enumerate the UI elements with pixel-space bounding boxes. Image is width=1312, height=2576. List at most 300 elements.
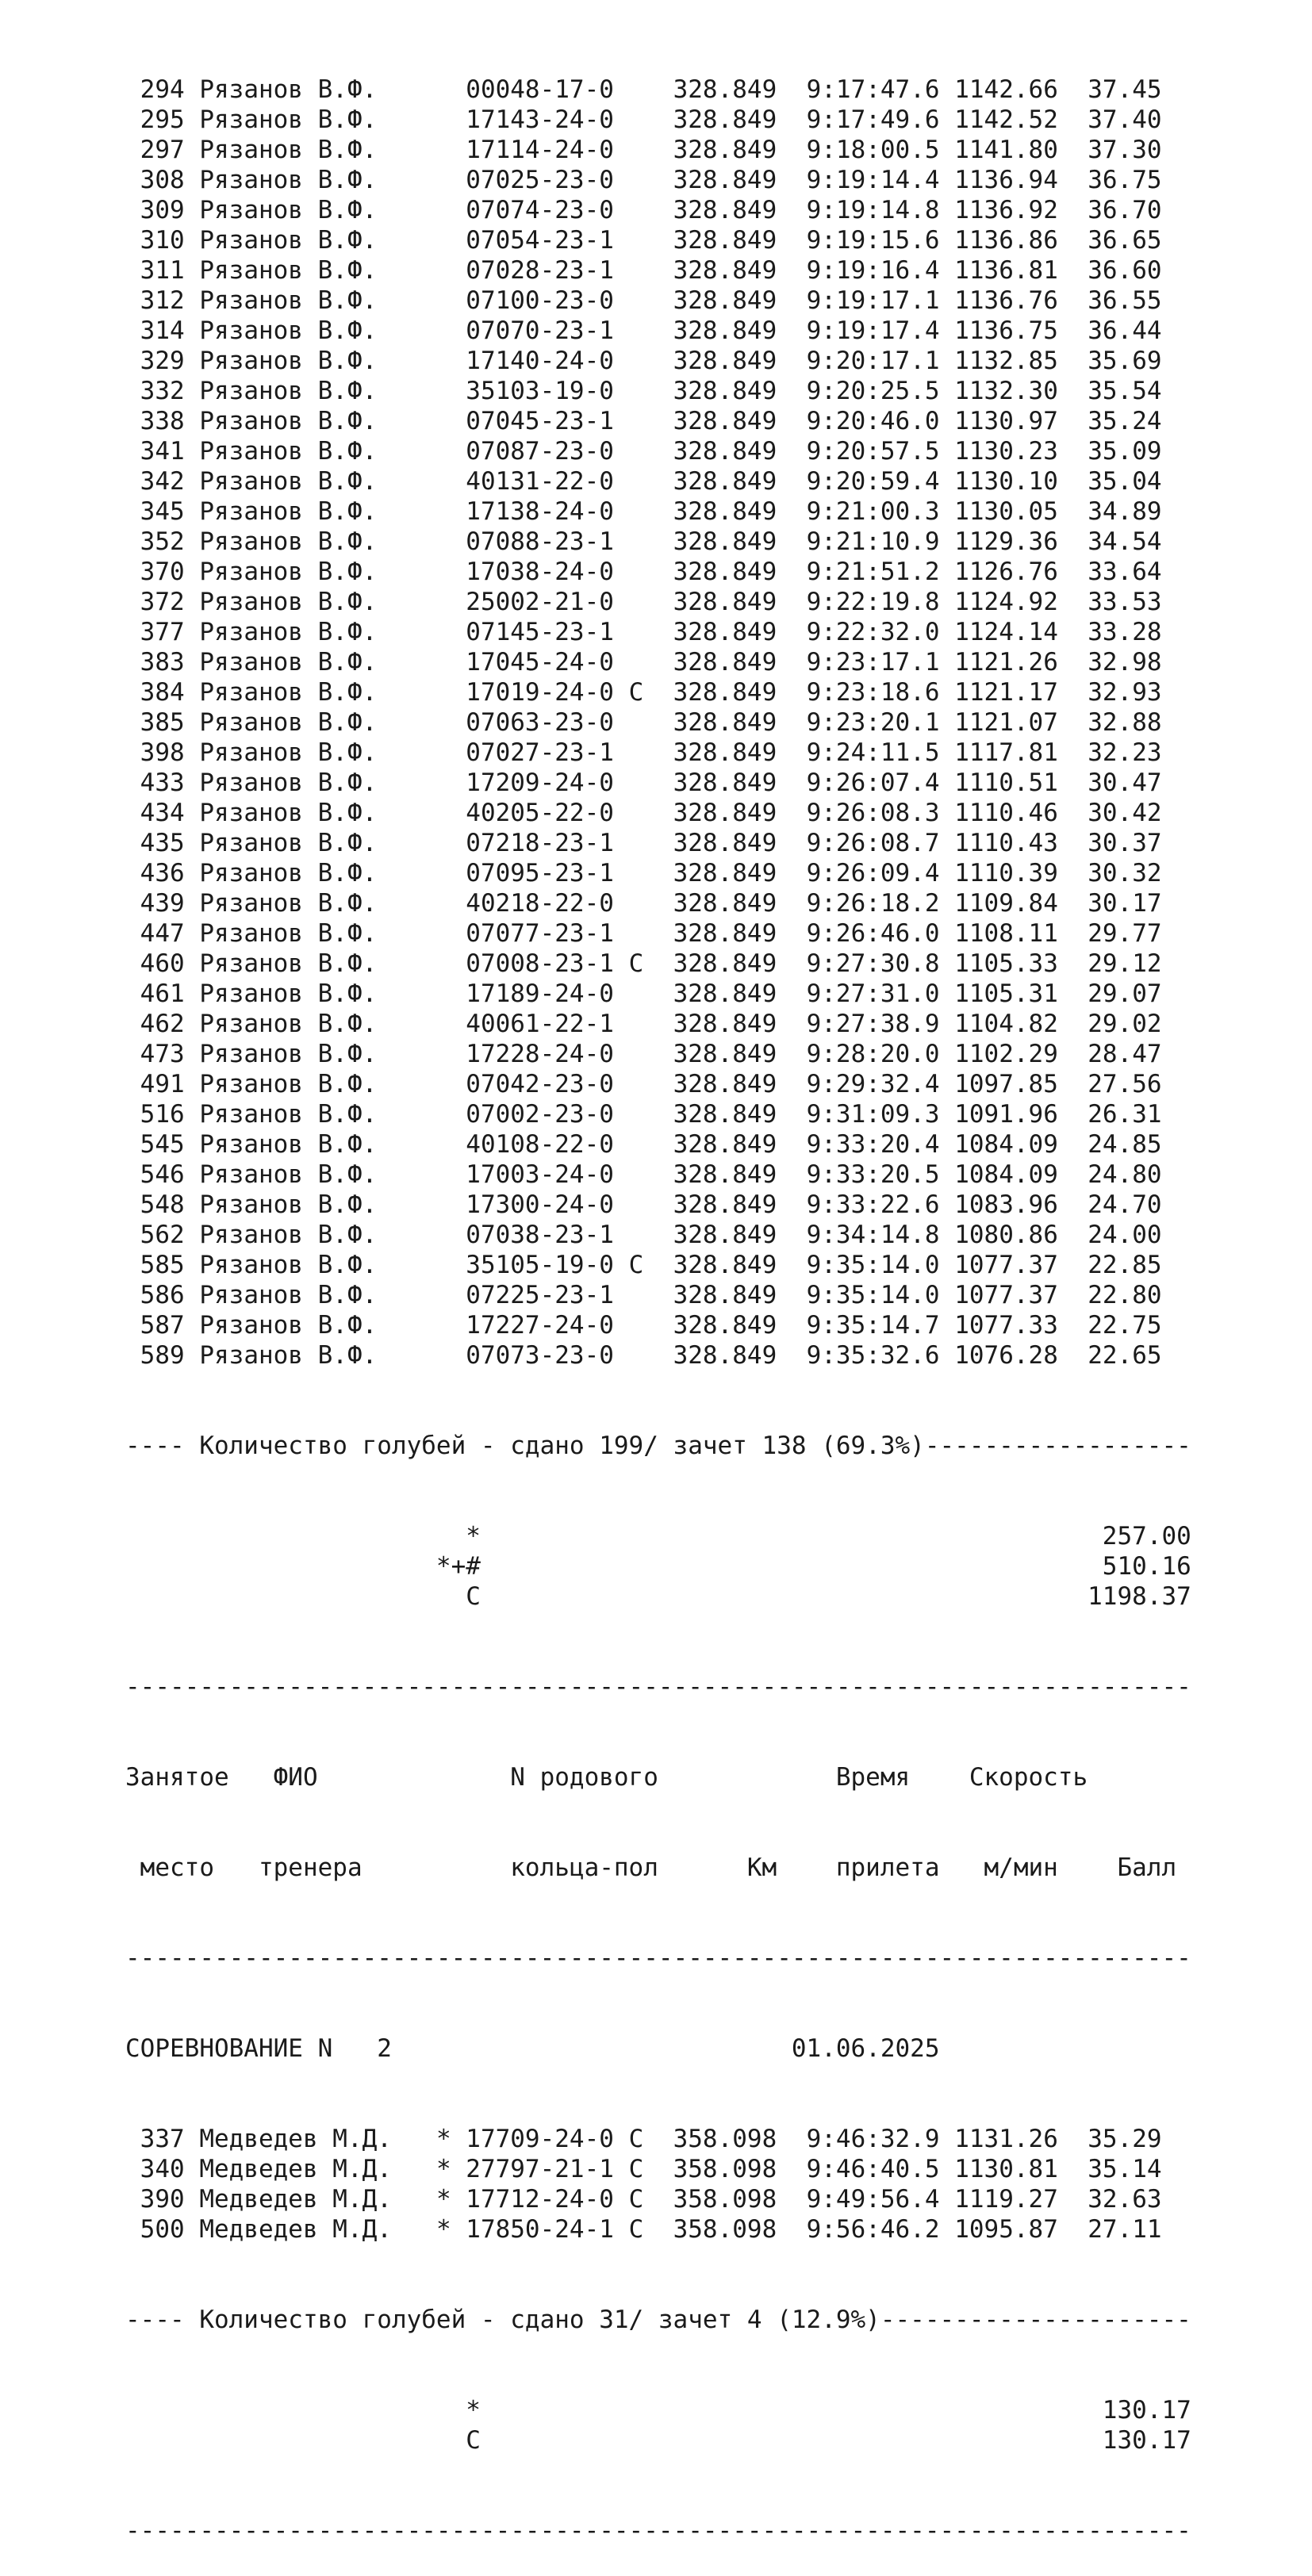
flag bbox=[629, 889, 644, 918]
points: 24.85 bbox=[1088, 1130, 1162, 1159]
arrival-time: 9:17:49.6 bbox=[806, 105, 940, 134]
ring-number: 17019-24-0 bbox=[466, 678, 614, 707]
total-value: 257.00 bbox=[480, 1522, 1191, 1551]
mark bbox=[436, 949, 466, 978]
place: 295 bbox=[125, 105, 185, 134]
speed: 1077.33 bbox=[954, 1311, 1058, 1340]
place: 562 bbox=[125, 1221, 185, 1249]
total-marker: C bbox=[125, 1582, 481, 1611]
points: 33.53 bbox=[1088, 588, 1162, 616]
result-row bbox=[125, 798, 1191, 828]
ring-number: 07025-23-0 bbox=[466, 166, 614, 194]
trainer-name: Рязанов В.Ф. bbox=[199, 1341, 436, 1370]
distance-km: 328.849 bbox=[673, 316, 777, 345]
flag: C bbox=[628, 678, 644, 707]
distance-km: 328.849 bbox=[673, 226, 777, 255]
ring-number: 00048-17-0 bbox=[466, 75, 614, 104]
total-value: 510.16 bbox=[480, 1552, 1191, 1581]
result-row bbox=[125, 617, 1191, 647]
arrival-time: 9:22:32.0 bbox=[806, 618, 940, 646]
mark bbox=[436, 437, 466, 466]
totals-block-2 bbox=[125, 2395, 1191, 2455]
arrival-time: 9:27:30.8 bbox=[806, 949, 940, 978]
distance-km: 328.849 bbox=[673, 166, 777, 194]
trainer-name: Рязанов В.Ф. bbox=[199, 256, 436, 285]
points: 33.64 bbox=[1088, 558, 1162, 586]
speed: 1130.23 bbox=[954, 437, 1058, 466]
flag bbox=[629, 136, 644, 164]
mark bbox=[436, 136, 466, 164]
arrival-time: 9:56:46.2 bbox=[806, 2215, 940, 2244]
flag bbox=[629, 377, 644, 405]
place: 433 bbox=[125, 769, 185, 797]
ring-number: 07100-23-0 bbox=[466, 286, 614, 315]
mark bbox=[436, 196, 466, 224]
arrival-time: 9:26:09.4 bbox=[806, 859, 940, 887]
arrival-time: 9:35:32.6 bbox=[806, 1341, 940, 1370]
arrival-time: 9:33:22.6 bbox=[806, 1190, 940, 1219]
arrival-time: 9:20:25.5 bbox=[806, 377, 940, 405]
mark bbox=[436, 1160, 466, 1189]
ring-number: 17850-24-1 bbox=[466, 2215, 614, 2244]
trainer-name: Рязанов В.Ф. bbox=[199, 437, 436, 466]
arrival-time: 9:46:32.9 bbox=[806, 2125, 940, 2153]
separator-rule: ------------------------------------------------------------------------ bbox=[125, 1944, 1191, 1972]
flag bbox=[629, 859, 644, 887]
speed: 1142.52 bbox=[954, 105, 1058, 134]
result-row bbox=[125, 286, 1191, 316]
result-row bbox=[125, 346, 1191, 376]
result-row bbox=[125, 1340, 1191, 1370]
speed: 1130.05 bbox=[954, 497, 1058, 526]
points: 34.54 bbox=[1088, 527, 1162, 556]
place: 436 bbox=[125, 859, 185, 887]
arrival-time: 9:35:14.7 bbox=[806, 1311, 940, 1340]
points: 35.04 bbox=[1088, 467, 1162, 496]
speed: 1130.97 bbox=[954, 407, 1058, 435]
mark: * bbox=[435, 2125, 466, 2153]
flag bbox=[629, 738, 644, 767]
mark bbox=[436, 75, 466, 104]
result-row bbox=[125, 2154, 1191, 2184]
ring-number: 07042-23-0 bbox=[466, 1070, 614, 1098]
speed: 1142.66 bbox=[954, 75, 1058, 104]
arrival-time: 9:19:14.4 bbox=[806, 166, 940, 194]
mark bbox=[436, 889, 466, 918]
ring-number: 40131-22-0 bbox=[466, 467, 614, 496]
trainer-name: Рязанов В.Ф. bbox=[199, 889, 436, 918]
ring-number: 17114-24-0 bbox=[466, 136, 614, 164]
trainer-name: Рязанов В.Ф. bbox=[199, 136, 436, 164]
competition-line bbox=[125, 2034, 1191, 2064]
points: 35.14 bbox=[1088, 2155, 1162, 2183]
points: 36.65 bbox=[1088, 226, 1162, 255]
distance-km: 328.849 bbox=[673, 829, 777, 857]
total-row bbox=[125, 1521, 1191, 1551]
mark bbox=[436, 467, 466, 496]
trainer-name: Рязанов В.Ф. bbox=[199, 678, 436, 707]
distance-km: 328.849 bbox=[673, 196, 777, 224]
place: 460 bbox=[125, 949, 185, 978]
ring-number: 07145-23-1 bbox=[466, 618, 614, 646]
flag: C bbox=[628, 949, 644, 978]
points: 37.30 bbox=[1088, 136, 1162, 164]
flag bbox=[629, 1130, 644, 1159]
ring-number: 07070-23-1 bbox=[466, 316, 614, 345]
points: 34.89 bbox=[1088, 497, 1162, 526]
flag bbox=[629, 497, 644, 526]
result-row bbox=[125, 376, 1191, 406]
points: 29.77 bbox=[1088, 919, 1162, 948]
points: 35.69 bbox=[1088, 347, 1162, 375]
distance-km: 328.849 bbox=[673, 738, 777, 767]
speed: 1136.76 bbox=[954, 286, 1058, 315]
ring-number: 07054-23-1 bbox=[466, 226, 614, 255]
distance-km: 328.849 bbox=[673, 889, 777, 918]
flag bbox=[629, 1311, 644, 1340]
trainer-name: Рязанов В.Ф. bbox=[199, 166, 436, 194]
total-row bbox=[125, 1581, 1191, 1612]
trainer-name: Рязанов В.Ф. bbox=[199, 1281, 436, 1309]
ring-number: 17300-24-0 bbox=[466, 1190, 614, 1219]
distance-km: 328.849 bbox=[673, 75, 777, 104]
flag bbox=[629, 196, 644, 224]
mark bbox=[436, 1130, 466, 1159]
points: 29.12 bbox=[1088, 949, 1162, 978]
speed: 1119.27 bbox=[954, 2185, 1058, 2214]
place: 447 bbox=[125, 919, 185, 948]
flag bbox=[629, 648, 644, 677]
result-row bbox=[125, 1129, 1191, 1160]
results-table-block-2 bbox=[125, 2124, 1191, 2244]
trainer-name: Рязанов В.Ф. bbox=[199, 497, 436, 526]
trainer-name: Рязанов В.Ф. bbox=[199, 467, 436, 496]
speed: 1126.76 bbox=[954, 558, 1058, 586]
points: 35.24 bbox=[1088, 407, 1162, 435]
arrival-time: 9:17:47.6 bbox=[806, 75, 940, 104]
distance-km: 328.849 bbox=[673, 256, 777, 285]
trainer-name: Медведев М.Д. bbox=[199, 2185, 436, 2214]
result-row bbox=[125, 75, 1191, 105]
ring-number: 07073-23-0 bbox=[466, 1341, 614, 1370]
points: 36.55 bbox=[1088, 286, 1162, 315]
arrival-time: 9:26:08.7 bbox=[806, 829, 940, 857]
ring-number: 17228-24-0 bbox=[466, 1040, 614, 1068]
mark bbox=[436, 1311, 466, 1340]
total-marker: * bbox=[125, 2396, 481, 2425]
total-value: 130.17 bbox=[480, 2396, 1191, 2425]
speed: 1091.96 bbox=[954, 1100, 1058, 1129]
speed: 1121.26 bbox=[954, 648, 1058, 677]
results-table-block-1 bbox=[125, 75, 1191, 1370]
arrival-time: 9:20:59.4 bbox=[806, 467, 940, 496]
place: 398 bbox=[125, 738, 185, 767]
arrival-time: 9:21:00.3 bbox=[806, 497, 940, 526]
distance-km: 328.849 bbox=[673, 1341, 777, 1370]
mark bbox=[436, 407, 466, 435]
trainer-name: Рязанов В.Ф. bbox=[199, 1070, 436, 1098]
arrival-time: 9:35:14.0 bbox=[806, 1281, 940, 1309]
speed: 1109.84 bbox=[954, 889, 1058, 918]
ring-number: 07045-23-1 bbox=[466, 407, 614, 435]
distance-km: 328.849 bbox=[673, 467, 777, 496]
trainer-name: Рязанов В.Ф. bbox=[199, 588, 436, 616]
distance-km: 328.849 bbox=[673, 1190, 777, 1219]
speed: 1124.14 bbox=[954, 618, 1058, 646]
ring-number: 25002-21-0 bbox=[466, 588, 614, 616]
trainer-name: Рязанов В.Ф. bbox=[199, 407, 436, 435]
result-row bbox=[125, 105, 1191, 135]
points: 24.00 bbox=[1088, 1221, 1162, 1249]
ring-number: 07225-23-1 bbox=[466, 1281, 614, 1309]
distance-km: 328.849 bbox=[673, 136, 777, 164]
separator-rule: ------------------------------------------------------------------------ bbox=[125, 1673, 1191, 1701]
speed: 1080.86 bbox=[954, 1221, 1058, 1249]
mark bbox=[436, 708, 466, 737]
mark bbox=[436, 1070, 466, 1098]
points: 22.85 bbox=[1088, 1251, 1162, 1279]
points: 36.75 bbox=[1088, 166, 1162, 194]
arrival-time: 9:19:15.6 bbox=[806, 226, 940, 255]
total-marker: C bbox=[125, 2426, 481, 2455]
flag: C bbox=[628, 2155, 644, 2183]
trainer-name: Рязанов В.Ф. bbox=[199, 377, 436, 405]
speed: 1105.31 bbox=[954, 979, 1058, 1008]
ring-number: 07028-23-1 bbox=[466, 256, 614, 285]
trainer-name: Рязанов В.Ф. bbox=[199, 799, 436, 827]
flag bbox=[629, 588, 644, 616]
result-row bbox=[125, 527, 1191, 557]
result-row bbox=[125, 436, 1191, 466]
distance-km: 328.849 bbox=[673, 347, 777, 375]
distance-km: 328.849 bbox=[673, 588, 777, 616]
trainer-name: Рязанов В.Ф. bbox=[199, 949, 436, 978]
result-row bbox=[125, 1069, 1191, 1099]
points: 22.80 bbox=[1088, 1281, 1162, 1309]
arrival-time: 9:23:17.1 bbox=[806, 648, 940, 677]
total-marker: * bbox=[125, 1522, 481, 1551]
result-row bbox=[125, 768, 1191, 798]
result-row bbox=[125, 1039, 1191, 1069]
distance-km: 328.849 bbox=[673, 648, 777, 677]
place: 435 bbox=[125, 829, 185, 857]
mark bbox=[436, 1281, 466, 1309]
flag bbox=[629, 75, 644, 104]
arrival-time: 9:19:16.4 bbox=[806, 256, 940, 285]
points: 35.09 bbox=[1088, 437, 1162, 466]
mark bbox=[436, 618, 466, 646]
mark bbox=[436, 678, 466, 707]
speed: 1136.86 bbox=[954, 226, 1058, 255]
result-row bbox=[125, 587, 1191, 617]
mark bbox=[436, 799, 466, 827]
speed: 1077.37 bbox=[954, 1281, 1058, 1309]
speed: 1084.09 bbox=[954, 1130, 1058, 1159]
distance-km: 358.098 bbox=[673, 2185, 777, 2214]
flag bbox=[629, 467, 644, 496]
trainer-name: Рязанов В.Ф. bbox=[199, 286, 436, 315]
mark: * bbox=[435, 2185, 466, 2214]
result-row bbox=[125, 195, 1191, 225]
arrival-time: 9:26:07.4 bbox=[806, 769, 940, 797]
result-row bbox=[125, 1009, 1191, 1039]
mark bbox=[436, 1010, 466, 1038]
place: 338 bbox=[125, 407, 185, 435]
place: 314 bbox=[125, 316, 185, 345]
ring-number: 40061-22-1 bbox=[466, 1010, 614, 1038]
speed: 1130.10 bbox=[954, 467, 1058, 496]
trainer-name: Рязанов В.Ф. bbox=[199, 75, 436, 104]
result-row bbox=[125, 1280, 1191, 1310]
ring-number: 27797-21-1 bbox=[466, 2155, 614, 2183]
place: 384 bbox=[125, 678, 185, 707]
ring-number: 17709-24-0 bbox=[466, 2125, 614, 2153]
flag bbox=[629, 919, 644, 948]
flag: C bbox=[628, 1251, 644, 1279]
ring-number: 17143-24-0 bbox=[466, 105, 614, 134]
place: 434 bbox=[125, 799, 185, 827]
trainer-name: Рязанов В.Ф. bbox=[199, 1251, 436, 1279]
flag bbox=[629, 407, 644, 435]
points: 32.63 bbox=[1088, 2185, 1162, 2214]
speed: 1110.43 bbox=[954, 829, 1058, 857]
arrival-time: 9:20:46.0 bbox=[806, 407, 940, 435]
points: 32.88 bbox=[1088, 708, 1162, 737]
arrival-time: 9:28:20.0 bbox=[806, 1040, 940, 1068]
ring-number: 07027-23-1 bbox=[466, 738, 614, 767]
speed: 1110.46 bbox=[954, 799, 1058, 827]
speed: 1121.17 bbox=[954, 678, 1058, 707]
distance-km: 328.849 bbox=[673, 1311, 777, 1340]
distance-km: 328.849 bbox=[673, 618, 777, 646]
speed: 1132.85 bbox=[954, 347, 1058, 375]
mark bbox=[436, 1190, 466, 1219]
result-row bbox=[125, 316, 1191, 346]
arrival-time: 9:26:18.2 bbox=[806, 889, 940, 918]
mark bbox=[436, 497, 466, 526]
trainer-name: Рязанов В.Ф. bbox=[199, 829, 436, 857]
speed: 1108.11 bbox=[954, 919, 1058, 948]
distance-km: 328.849 bbox=[673, 105, 777, 134]
distance-km: 328.849 bbox=[673, 678, 777, 707]
mark bbox=[436, 919, 466, 948]
mark bbox=[436, 286, 466, 315]
competition-label: СОРЕВНОВАНИЕ N 2 bbox=[125, 2034, 392, 2063]
mark: * bbox=[435, 2155, 466, 2183]
arrival-time: 9:19:17.4 bbox=[806, 316, 940, 345]
speed: 1117.81 bbox=[954, 738, 1058, 767]
speed: 1132.30 bbox=[954, 377, 1058, 405]
result-row bbox=[125, 496, 1191, 527]
mark bbox=[436, 1251, 466, 1279]
trainer-name: Рязанов В.Ф. bbox=[199, 226, 436, 255]
ring-number: 17189-24-0 bbox=[466, 979, 614, 1008]
points: 30.37 bbox=[1088, 829, 1162, 857]
ring-number: 17038-24-0 bbox=[466, 558, 614, 586]
flag bbox=[629, 769, 644, 797]
place: 545 bbox=[125, 1130, 185, 1159]
summary-line-block-2: ---- Количество голубей - сдано 31/ зачет 4 (12.9%)--------------------- bbox=[125, 2306, 1191, 2334]
distance-km: 328.849 bbox=[673, 497, 777, 526]
trainer-name: Рязанов В.Ф. bbox=[199, 859, 436, 887]
speed: 1131.26 bbox=[954, 2125, 1058, 2153]
result-row bbox=[125, 979, 1191, 1009]
flag bbox=[629, 1341, 644, 1370]
trainer-name: Рязанов В.Ф. bbox=[199, 738, 436, 767]
flag bbox=[629, 1070, 644, 1098]
points: 30.32 bbox=[1088, 859, 1162, 887]
trainer-name: Рязанов В.Ф. bbox=[199, 1311, 436, 1340]
points: 26.31 bbox=[1088, 1100, 1162, 1129]
ring-number: 17140-24-0 bbox=[466, 347, 614, 375]
total-row bbox=[125, 2425, 1191, 2455]
flag bbox=[629, 558, 644, 586]
place: 308 bbox=[125, 166, 185, 194]
ring-number: 17227-24-0 bbox=[466, 1311, 614, 1340]
trainer-name: Рязанов В.Ф. bbox=[199, 979, 436, 1008]
result-row bbox=[125, 2184, 1191, 2214]
result-row bbox=[125, 1190, 1191, 1220]
place: 516 bbox=[125, 1100, 185, 1129]
column-header-line-1: Занятое ФИО N родового Время Скорость bbox=[125, 1763, 1088, 1792]
result-row bbox=[125, 1220, 1191, 1250]
ring-number: 17712-24-0 bbox=[466, 2185, 614, 2214]
result-row bbox=[125, 2124, 1191, 2154]
place: 461 bbox=[125, 979, 185, 1008]
place: 345 bbox=[125, 497, 185, 526]
result-row bbox=[125, 918, 1191, 949]
result-row bbox=[125, 557, 1191, 587]
distance-km: 328.849 bbox=[673, 1251, 777, 1279]
speed: 1095.87 bbox=[954, 2215, 1058, 2244]
place: 383 bbox=[125, 648, 185, 677]
speed: 1136.92 bbox=[954, 196, 1058, 224]
result-row bbox=[125, 225, 1191, 255]
distance-km: 328.849 bbox=[673, 919, 777, 948]
speed: 1136.94 bbox=[954, 166, 1058, 194]
ring-number: 35105-19-0 bbox=[466, 1251, 614, 1279]
trainer-name: Рязанов В.Ф. bbox=[199, 769, 436, 797]
points: 30.42 bbox=[1088, 799, 1162, 827]
flag bbox=[629, 347, 644, 375]
place: 589 bbox=[125, 1341, 185, 1370]
distance-km: 328.849 bbox=[673, 407, 777, 435]
flag bbox=[629, 226, 644, 255]
flag: C bbox=[628, 2215, 644, 2244]
flag bbox=[629, 437, 644, 466]
points: 24.80 bbox=[1088, 1160, 1162, 1189]
mark bbox=[436, 1040, 466, 1068]
distance-km: 328.849 bbox=[673, 527, 777, 556]
trainer-name: Медведев М.Д. bbox=[199, 2155, 436, 2183]
points: 22.65 bbox=[1088, 1341, 1162, 1370]
points: 36.60 bbox=[1088, 256, 1162, 285]
distance-km: 328.849 bbox=[673, 1221, 777, 1249]
flag bbox=[629, 708, 644, 737]
ring-number: 40205-22-0 bbox=[466, 799, 614, 827]
separator-rule: ------------------------------------------------------------------------ bbox=[125, 2517, 1191, 2545]
flag bbox=[629, 1160, 644, 1189]
points: 28.47 bbox=[1088, 1040, 1162, 1068]
distance-km: 328.849 bbox=[673, 859, 777, 887]
points: 22.75 bbox=[1088, 1311, 1162, 1340]
ring-number: 07063-23-0 bbox=[466, 708, 614, 737]
trainer-name: Рязанов В.Ф. bbox=[199, 347, 436, 375]
trainer-name: Рязанов В.Ф. bbox=[199, 527, 436, 556]
points: 36.70 bbox=[1088, 196, 1162, 224]
arrival-time: 9:26:08.3 bbox=[806, 799, 940, 827]
distance-km: 328.849 bbox=[673, 1281, 777, 1309]
